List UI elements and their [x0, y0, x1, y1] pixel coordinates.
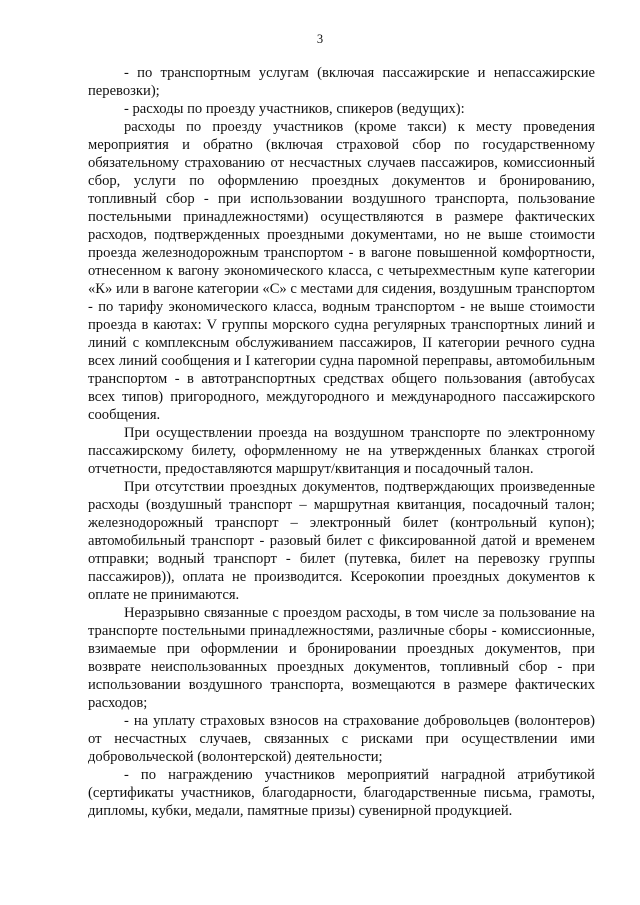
document-body: [88, 64, 595, 820]
paragraph-transport-services: - по транспортным услугам (включая пассажирские и непассажирские перевозки);: [88, 65, 595, 99]
paragraph-awards: - по награждению участников мероприятий наградной атрибутикой (сертификаты участников, благодарности, благодарственные письма, грамоты, дипломы, кубки, медали, памятные призы) сувенирной продукцией.: [88, 767, 595, 819]
paragraph-volunteer-insurance: - на уплату страховых взносов на страхование добровольцев (волонтеров) от несчастных случаев, связанных с рисками при осуществлении ими добровольческой (волонтерской) деятельности;: [88, 713, 595, 765]
paragraph-travel-expenses-heading: - расходы по проезду участников, спикеров (ведущих):: [124, 101, 465, 117]
paragraph-travel-expenses-rules: расходы по проезду участников (кроме такси) к месту проведения мероприятия и обратно (включая страховой сбор по государственному обязательному страхованию от несчастных случаев пассажиров, комиссионный сбор, услуги по оформлению проездных документов и бронированию, топливный сбор - при использовании воздушного транспорта, пользование постельными принадлежностями) осуществляются в размере фактических расходов, подтвержденных проездными документами, но не выше стоимости проезда железнодорожным транспортом - в вагоне повышенной комфортности, отнесенном к вагону экономического класса, с четырехместным купе категории «К» или в вагоне категории «С» с местами для сидения, воздушным транспортом - по тарифу экономического класса, водным транспортом - не выше стоимости проезда в каютах: V группы морского судна регулярных транспортных линий и линий с комплексным обслуживанием пассажиров, II категории речного судна всех линий сообщения и I категории судна паромной переправы, автомобильным транспортом - в автотранспортных средствах общего пользования (автобусах всех типов) пригородного, междугородного и международного пассажирского сообщения.: [88, 119, 595, 423]
paragraph-missing-documents: При отсутствии проездных документов, подтверждающих произведенные расходы (воздушный транспорт – маршрутная квитанция, посадочный талон; железнодорожный транспорт – электронный билет (контрольный купон); автомобильный транспорт - разовый билет с фиксированной датой и временем отправки; водный транспорт - билет (путевка, билет на перевозку группы пассажиров)), оплата не производится. Ксерокопии проездных документов к оплате не принимаются.: [88, 479, 595, 603]
page-number: 3: [316, 32, 324, 46]
paragraph-related-expenses: Неразрывно связанные с проездом расходы, в том числе за пользование на транспорте постельными принадлежностями, различные сборы - комиссионные, взимаемые при оформлении и бронировании проездных документов, при возврате неиспользованных проездных документов, топливный сбор - при использовании воздушного транспорта, возмещаются в размере фактических расходов;: [88, 605, 595, 711]
paragraph-electronic-ticket: При осуществлении проезда на воздушном транспорте по электронному пассажирскому билету, оформленному не на утвержденных бланках строгой отчетности, предоставляются маршрут/квитанция и посадочный талон.: [88, 425, 595, 477]
